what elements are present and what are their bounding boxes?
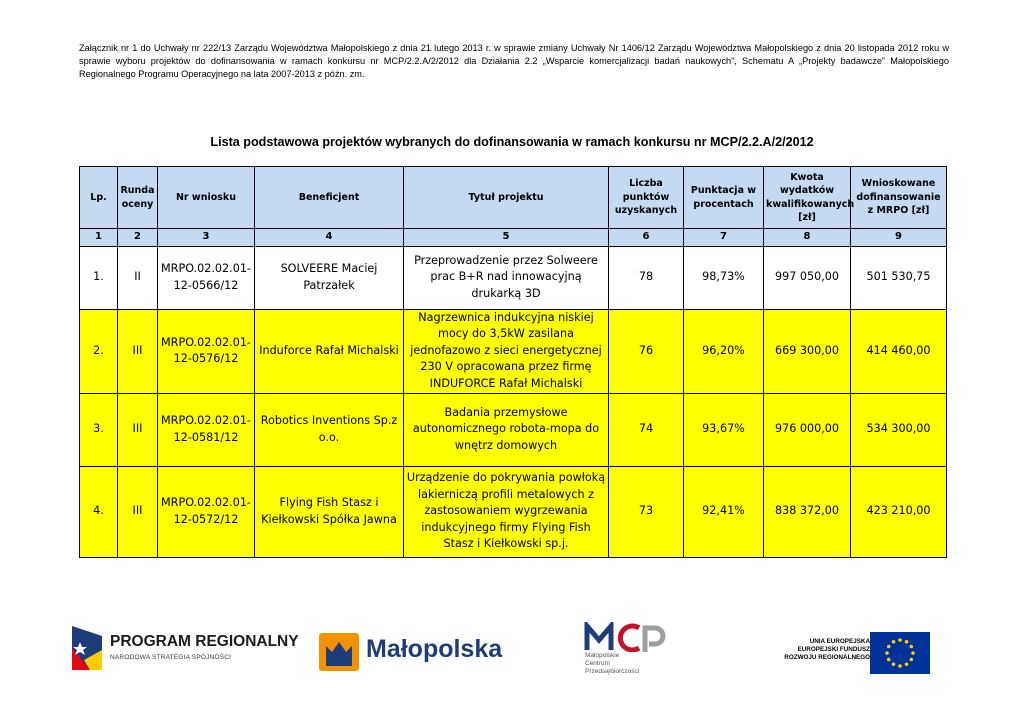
cell-kwota: 997 050,00 (764, 246, 851, 309)
table-row (80, 309, 947, 393)
cell-kwota: 669 300,00 (764, 309, 851, 393)
projects-table (79, 166, 947, 558)
cell-runda: III (118, 466, 158, 557)
column-number: 8 (764, 229, 851, 247)
cell-lp: 1. (80, 246, 118, 309)
logo-footer (0, 620, 1024, 690)
program-regionalny-title: PROGRAM REGIONALNY (110, 633, 299, 650)
program-regionalny-logo (68, 620, 299, 682)
eu-caption (772, 638, 870, 662)
program-regionalny-subtitle: NARODOWA STRATEGIA SPÓJNOŚCI (110, 654, 232, 661)
cell-beneficjent: Robotics Inventions Sp.z o.o. (255, 393, 404, 466)
cell-dofinansowanie: 534 300,00 (851, 393, 947, 466)
eu-caption-line: UNIA EUROPEJSKA (809, 638, 870, 645)
eu-star-icon (898, 638, 902, 642)
column-number-row (80, 229, 947, 247)
cell-dofinansowanie: 501 530,75 (851, 246, 947, 309)
mcp-logo (583, 622, 673, 682)
cell-dofinansowanie: 423 210,00 (851, 466, 947, 557)
cell-procent: 98,73% (684, 246, 764, 309)
eu-star-icon (905, 662, 909, 666)
cell-tytul: Badania przemysłowe autonomicznego robota-mopa do wnętrz domowych (404, 393, 609, 466)
mcp-caption (585, 652, 639, 676)
cell-punkty: 76 (609, 309, 684, 393)
cell-nr-wniosku: MRPO.02.02.01-12-0566/12 (158, 246, 255, 309)
header-cell-dofinansowanie: Wnioskowane dofinansowanie z MRPO [zł] (851, 167, 947, 229)
document-title: Lista podstawowa projektów wybranych do dofinansowania w ramach konkursu nr MCP/2.2.A/2/2012 (210, 135, 814, 149)
cell-punkty: 73 (609, 466, 684, 557)
attachment-note: Załącznik nr 1 do Uchwały nr 222/13 Zarządu Województwa Małopolskiego z dnia 21 lutego 2013 r. w sprawie zmiany Uchwały Nr 1406/12 Zarządu Województwa Małopolskiego z dnia 20 listopada 2012 roku w sprawie wyboru projektów do dofinansowania w ramach konkursu nr MCP/2.2.A/2/2012 dla Działania 2.2 „Wsparcie komercjalizacji badań naukowych”, Schematu A „Projekty badawcze” Małopolskiego Regionalnego Programu Operacyjnego na lata 2007-2013 z późn. zm. (79, 43, 949, 79)
malopolska-crest-icon (318, 632, 360, 672)
table-row (80, 466, 947, 557)
eu-star-icon (887, 658, 891, 662)
cell-tytul: Nagrzewnica indukcyjna niskiej mocy do 3,5kW zasilana jednofazowo z sieci energetycznej 230 V opracowana przez firmę INDUFORCE Rafał Michalski (404, 309, 609, 393)
mcp-caption-line: Przedsiębiorczości (585, 668, 640, 675)
eu-logo (772, 632, 932, 676)
column-number: 1 (80, 229, 118, 247)
mcp-mark-icon (583, 622, 669, 652)
header-row (80, 167, 947, 229)
table-row (80, 246, 947, 309)
cell-kwota: 976 000,00 (764, 393, 851, 466)
cell-beneficjent: Induforce Rafał Michalski (255, 309, 404, 393)
cell-lp: 4. (80, 466, 118, 557)
cell-dofinansowanie: 414 460,00 (851, 309, 947, 393)
column-number: 7 (684, 229, 764, 247)
mcp-caption-line: Centrum (585, 660, 610, 667)
cell-procent: 92,41% (684, 466, 764, 557)
column-number: 3 (158, 229, 255, 247)
header-cell-procent: Punktacja w procentach (684, 167, 764, 229)
header-cell-kwota: Kwota wydatków kwalifikowanych [zł] (764, 167, 851, 229)
table-row (80, 393, 947, 466)
eu-star-icon (898, 664, 902, 668)
eu-star-icon (911, 651, 915, 655)
eu-star-icon (892, 640, 896, 644)
eu-star-icon (885, 651, 889, 655)
column-number: 5 (404, 229, 609, 247)
cell-beneficjent: Flying Fish Stasz i Kiełkowski Spółka Jawna (255, 466, 404, 557)
cell-kwota: 838 372,00 (764, 466, 851, 557)
column-number: 6 (609, 229, 684, 247)
cell-nr-wniosku: MRPO.02.02.01-12-0576/12 (158, 309, 255, 393)
cell-nr-wniosku: MRPO.02.02.01-12-0572/12 (158, 466, 255, 557)
header-cell-punkty: Liczba punktów uzyskanych (609, 167, 684, 229)
eu-flag-icon (870, 632, 930, 674)
cell-beneficjent: SOLVEERE Maciej Patrzałek (255, 246, 404, 309)
malopolska-logo (318, 632, 518, 674)
eu-caption-line: ROZWOJU REGIONALNEGO (784, 654, 870, 661)
cell-tytul: Przeprowadzenie przez Solweere prac B+R nad innowacyjną drukarką 3D (404, 246, 609, 309)
cell-lp: 3. (80, 393, 118, 466)
cell-procent: 96,20% (684, 309, 764, 393)
eu-star-icon (909, 645, 913, 649)
cell-nr-wniosku: MRPO.02.02.01-12-0581/12 (158, 393, 255, 466)
cell-lp: 2. (80, 309, 118, 393)
mcp-caption-line: Małopolskie (585, 652, 620, 659)
cell-runda: II (118, 246, 158, 309)
cell-runda: III (118, 393, 158, 466)
column-number: 2 (118, 229, 158, 247)
eu-star-icon (892, 662, 896, 666)
eu-star-icon (909, 658, 913, 662)
header-cell-nr-wniosku: Nr wniosku (158, 167, 255, 229)
column-number: 4 (255, 229, 404, 247)
header-cell-tytul: Tytuł projektu (404, 167, 609, 229)
cell-procent: 93,67% (684, 393, 764, 466)
cell-tytul: Urządzenie do pokrywania powłoką lakierniczą profili metalowych z zastosowaniem wygrzewania indukcyjnego firmy Flying Fish Stasz i Kiełkowski sp.j. (404, 466, 609, 557)
eu-caption-line: EUROPEJSKI FUNDUSZ (797, 646, 870, 653)
header-cell-lp: Lp. (80, 167, 118, 229)
nss-flag-icon (68, 620, 108, 676)
eu-star-icon (905, 640, 909, 644)
header-cell-runda: Runda oceny (118, 167, 158, 229)
header-cell-beneficjent: Beneficjent (255, 167, 404, 229)
cell-punkty: 74 (609, 393, 684, 466)
cell-runda: III (118, 309, 158, 393)
malopolska-wordmark: Małopolska (366, 635, 503, 663)
eu-star-icon (887, 645, 891, 649)
column-number: 9 (851, 229, 947, 247)
cell-punkty: 78 (609, 246, 684, 309)
